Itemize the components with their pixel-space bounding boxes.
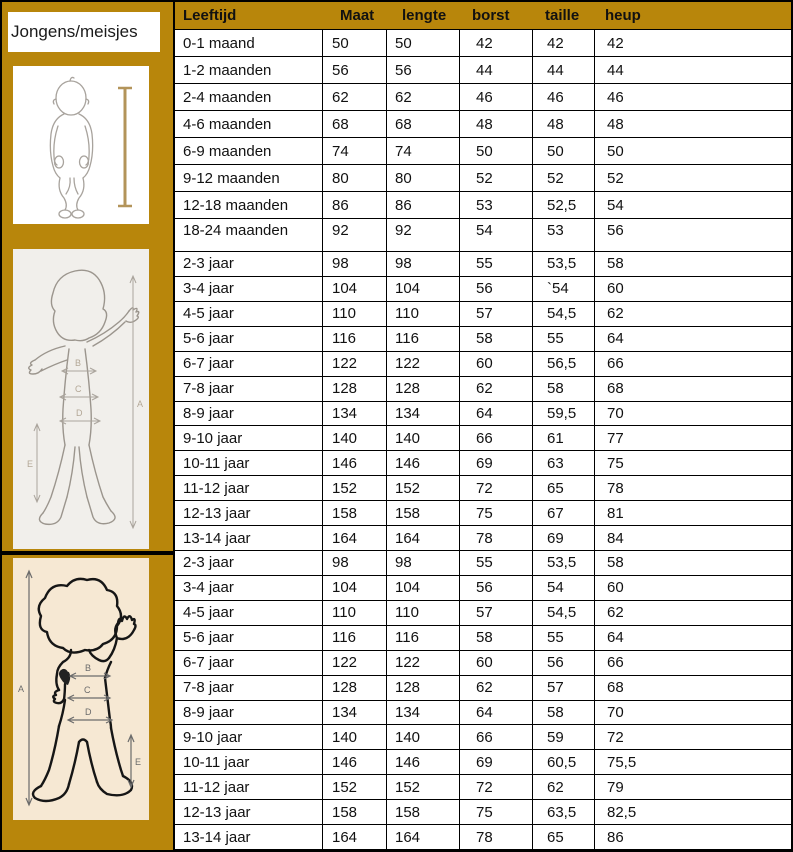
measure-label-b: B xyxy=(85,663,92,673)
cell-taille: 59,5 xyxy=(533,402,595,426)
cell-taille: 52 xyxy=(533,165,595,191)
cell-maat: 110 xyxy=(323,601,387,625)
cell-leeftijd: 13-14 jaar xyxy=(175,825,323,849)
cell-taille: 42 xyxy=(533,30,595,56)
cell-maat: 110 xyxy=(323,302,387,326)
cell-maat: 158 xyxy=(323,501,387,525)
cell-taille: 56 xyxy=(533,651,595,675)
cell-maat: 128 xyxy=(323,377,387,401)
cell-taille: 46 xyxy=(533,84,595,110)
boy-figure xyxy=(13,249,149,549)
cell-heup: 62 xyxy=(607,305,624,323)
measure-label-c: C xyxy=(84,685,91,695)
cell-borst: 60 xyxy=(460,651,533,675)
section-divider xyxy=(2,551,173,555)
cell-heup: 68 xyxy=(607,679,624,697)
table-row xyxy=(175,725,791,750)
cell-heup: 81 xyxy=(607,504,624,522)
cell-lengte: 140 xyxy=(387,725,460,749)
cell-lengte: 164 xyxy=(387,526,460,550)
girl-figure-icon xyxy=(13,558,149,820)
cell-heup: 68 xyxy=(607,380,624,398)
cell-taille: 53,5 xyxy=(533,252,595,276)
measure-label-d: D xyxy=(85,707,92,717)
cell-maat: 134 xyxy=(323,402,387,426)
cell-heup: 44 xyxy=(607,61,624,79)
cell-lengte: 146 xyxy=(387,451,460,475)
cell-heup: 62 xyxy=(607,604,624,622)
table-row xyxy=(175,701,791,726)
table-row xyxy=(175,302,791,327)
cell-lengte: 116 xyxy=(387,626,460,650)
cell-taille: 59 xyxy=(533,725,595,749)
cell-lengte: 86 xyxy=(387,192,460,218)
cell-borst: 50 xyxy=(460,138,533,164)
table-row xyxy=(175,476,791,501)
cell-maat: 62 xyxy=(323,84,387,110)
cell-lengte: 164 xyxy=(387,825,460,849)
cell-leeftijd: 5-6 jaar xyxy=(175,626,323,650)
cell-leeftijd: 4-5 jaar xyxy=(175,601,323,625)
cell-maat: 146 xyxy=(323,451,387,475)
cell-borst: 57 xyxy=(460,302,533,326)
cell-taille: 54 xyxy=(533,576,595,600)
cell-leeftijd: 12-13 jaar xyxy=(175,501,323,525)
cell-lengte: 62 xyxy=(387,84,460,110)
cell-borst: 69 xyxy=(460,451,533,475)
cell-maat: 164 xyxy=(323,526,387,550)
table-row xyxy=(175,327,791,352)
table-row xyxy=(175,219,791,252)
cell-lengte: 128 xyxy=(387,676,460,700)
cell-taille: 54,5 xyxy=(533,601,595,625)
cell-leeftijd: 3-4 jaar xyxy=(175,576,323,600)
table-row xyxy=(175,277,791,302)
cell-lengte: 98 xyxy=(387,252,460,276)
cell-lengte: 134 xyxy=(387,701,460,725)
cell-lengte: 110 xyxy=(387,302,460,326)
cell-maat: 140 xyxy=(323,426,387,450)
cell-borst: 64 xyxy=(460,701,533,725)
cell-leeftijd: 2-4 maanden xyxy=(175,84,323,110)
cell-borst: 57 xyxy=(460,601,533,625)
size-table xyxy=(173,2,791,850)
cell-lengte: 68 xyxy=(387,111,460,137)
cell-borst: 66 xyxy=(460,426,533,450)
cell-borst: 62 xyxy=(460,676,533,700)
cell-leeftijd: 13-14 jaar xyxy=(175,526,323,550)
cell-heup: 46 xyxy=(607,88,624,106)
measure-label-b: B xyxy=(75,358,82,368)
cell-heup: 64 xyxy=(607,330,624,348)
cell-lengte: 158 xyxy=(387,800,460,824)
cell-lengte: 122 xyxy=(387,352,460,376)
section-meisjes-jaren xyxy=(175,551,791,850)
cell-taille: 65 xyxy=(533,476,595,500)
cell-maat: 152 xyxy=(323,476,387,500)
cell-taille: 61 xyxy=(533,426,595,450)
cell-maat: 134 xyxy=(323,701,387,725)
cell-taille: 65 xyxy=(533,825,595,849)
cell-maat: 98 xyxy=(323,252,387,276)
cell-leeftijd: 12-18 maanden xyxy=(175,192,323,218)
column-header-maat: Maat xyxy=(340,7,375,24)
cell-maat: 56 xyxy=(323,57,387,83)
table-row xyxy=(175,192,791,219)
cell-taille: 48 xyxy=(533,111,595,137)
cell-heup: 52 xyxy=(607,169,624,187)
baby-figure xyxy=(13,66,149,224)
table-row xyxy=(175,825,791,850)
cell-taille: 60,5 xyxy=(533,750,595,774)
cell-borst: 60 xyxy=(460,352,533,376)
cell-borst: 42 xyxy=(460,30,533,56)
table-row xyxy=(175,676,791,701)
table-row xyxy=(175,576,791,601)
cell-borst: 58 xyxy=(460,626,533,650)
table-row xyxy=(175,601,791,626)
table-row xyxy=(175,138,791,165)
cell-taille: 54,5 xyxy=(533,302,595,326)
cell-leeftijd: 9-10 jaar xyxy=(175,725,323,749)
cell-heup: 48 xyxy=(607,115,624,133)
cell-taille: 44 xyxy=(533,57,595,83)
cell-heup: 60 xyxy=(607,280,624,298)
cell-leeftijd: 18-24 maanden xyxy=(175,219,323,251)
cell-lengte: 104 xyxy=(387,277,460,301)
cell-lengte: 128 xyxy=(387,377,460,401)
boy-figure-icon xyxy=(13,249,149,549)
cell-borst: 54 xyxy=(460,219,533,251)
cell-leeftijd: 8-9 jaar xyxy=(175,701,323,725)
cell-heup: 58 xyxy=(607,255,624,273)
cell-taille: 50 xyxy=(533,138,595,164)
cell-leeftijd: 1-2 maanden xyxy=(175,57,323,83)
cell-borst: 53 xyxy=(460,192,533,218)
cell-taille: 52,5 xyxy=(533,192,595,218)
cell-maat: 74 xyxy=(323,138,387,164)
cell-taille: 69 xyxy=(533,526,595,550)
cell-leeftijd: 3-4 jaar xyxy=(175,277,323,301)
table-row xyxy=(175,111,791,138)
cell-taille: `54 xyxy=(533,277,595,301)
cell-maat: 164 xyxy=(323,825,387,849)
cell-heup: 75,5 xyxy=(607,753,637,771)
cell-maat: 158 xyxy=(323,800,387,824)
girl-figure xyxy=(13,558,149,820)
cell-heup: 66 xyxy=(607,355,624,373)
column-header-borst: borst xyxy=(472,7,510,24)
cell-leeftijd: 12-13 jaar xyxy=(175,800,323,824)
cell-taille: 55 xyxy=(533,626,595,650)
table-row xyxy=(175,526,791,551)
cell-leeftijd: 11-12 jaar xyxy=(175,775,323,799)
measure-label-a: A xyxy=(137,399,144,409)
cell-heup: 77 xyxy=(607,429,624,447)
cell-heup: 60 xyxy=(607,579,624,597)
cell-taille: 57 xyxy=(533,676,595,700)
cell-heup: 70 xyxy=(607,404,624,422)
cell-lengte: 134 xyxy=(387,402,460,426)
cell-leeftijd: 2-3 jaar xyxy=(175,252,323,276)
cell-maat: 92 xyxy=(323,219,387,251)
cell-maat: 68 xyxy=(323,111,387,137)
cell-heup: 58 xyxy=(607,554,624,572)
column-header-lengte: lengte xyxy=(402,7,447,24)
cell-maat: 152 xyxy=(323,775,387,799)
table-row xyxy=(175,57,791,84)
cell-heup: 75 xyxy=(607,454,624,472)
cell-borst: 72 xyxy=(460,775,533,799)
cell-taille: 58 xyxy=(533,701,595,725)
table-row xyxy=(175,426,791,451)
cell-borst: 75 xyxy=(460,501,533,525)
cell-borst: 69 xyxy=(460,750,533,774)
cell-maat: 50 xyxy=(323,30,387,56)
column-header-taille: taille xyxy=(545,7,580,24)
column-header-heup: heup xyxy=(605,7,641,24)
cell-maat: 80 xyxy=(323,165,387,191)
cell-lengte: 104 xyxy=(387,576,460,600)
cell-maat: 146 xyxy=(323,750,387,774)
cell-borst: 56 xyxy=(460,576,533,600)
cell-leeftijd: 6-7 jaar xyxy=(175,352,323,376)
cell-leeftijd: 6-7 jaar xyxy=(175,651,323,675)
measure-label-e: E xyxy=(135,757,142,767)
cell-lengte: 74 xyxy=(387,138,460,164)
cell-leeftijd: 9-12 maanden xyxy=(175,165,323,191)
cell-lengte: 56 xyxy=(387,57,460,83)
table-row xyxy=(175,775,791,800)
cell-borst: 55 xyxy=(460,551,533,575)
cell-leeftijd: 5-6 jaar xyxy=(175,327,323,351)
cell-borst: 52 xyxy=(460,165,533,191)
cell-lengte: 50 xyxy=(387,30,460,56)
cell-heup: 78 xyxy=(607,479,624,497)
table-row xyxy=(175,84,791,111)
measure-label-c: C xyxy=(75,384,82,394)
cell-borst: 46 xyxy=(460,84,533,110)
cell-maat: 104 xyxy=(323,576,387,600)
cell-borst: 58 xyxy=(460,327,533,351)
cell-leeftijd: 7-8 jaar xyxy=(175,377,323,401)
measure-label-e: E xyxy=(27,459,34,469)
column-header-leeftijd: Leeftijd xyxy=(183,7,237,24)
table-row xyxy=(175,252,791,277)
cell-heup: 42 xyxy=(607,34,624,52)
cell-maat: 86 xyxy=(323,192,387,218)
table-row xyxy=(175,352,791,377)
section-babys-maanden xyxy=(175,30,791,252)
cell-borst: 72 xyxy=(460,476,533,500)
cell-borst: 55 xyxy=(460,252,533,276)
cell-maat: 140 xyxy=(323,725,387,749)
cell-borst: 62 xyxy=(460,377,533,401)
cell-heup: 56 xyxy=(607,222,624,239)
cell-taille: 53 xyxy=(533,219,595,251)
table-row xyxy=(175,651,791,676)
cell-lengte: 116 xyxy=(387,327,460,351)
cell-maat: 104 xyxy=(323,277,387,301)
cell-taille: 55 xyxy=(533,327,595,351)
cell-taille: 63 xyxy=(533,451,595,475)
cell-taille: 53,5 xyxy=(533,551,595,575)
cell-maat: 122 xyxy=(323,352,387,376)
cell-leeftijd: 6-9 maanden xyxy=(175,138,323,164)
cell-leeftijd: 2-3 jaar xyxy=(175,551,323,575)
cell-taille: 63,5 xyxy=(533,800,595,824)
measure-label-d: D xyxy=(76,408,83,418)
table-row xyxy=(175,402,791,427)
cell-heup: 54 xyxy=(607,196,624,214)
cell-heup: 82,5 xyxy=(607,803,637,821)
cell-taille: 56,5 xyxy=(533,352,595,376)
cell-borst: 75 xyxy=(460,800,533,824)
cell-heup: 70 xyxy=(607,703,624,721)
cell-borst: 64 xyxy=(460,402,533,426)
sidebar xyxy=(2,2,173,850)
cell-borst: 48 xyxy=(460,111,533,137)
cell-lengte: 158 xyxy=(387,501,460,525)
table-row xyxy=(175,30,791,57)
table-row xyxy=(175,551,791,576)
table-row xyxy=(175,626,791,651)
cell-lengte: 152 xyxy=(387,775,460,799)
cell-maat: 116 xyxy=(323,626,387,650)
table-row xyxy=(175,750,791,775)
table-row xyxy=(175,501,791,526)
cell-heup: 64 xyxy=(607,629,624,647)
cell-borst: 66 xyxy=(460,725,533,749)
cell-heup: 66 xyxy=(607,654,624,672)
table-row xyxy=(175,800,791,825)
cell-leeftijd: 10-11 jaar xyxy=(175,451,323,475)
cell-lengte: 140 xyxy=(387,426,460,450)
cell-borst: 56 xyxy=(460,277,533,301)
cell-leeftijd: 11-12 jaar xyxy=(175,476,323,500)
cell-maat: 98 xyxy=(323,551,387,575)
measure-label-a: A xyxy=(18,684,25,694)
cell-maat: 128 xyxy=(323,676,387,700)
cell-heup: 84 xyxy=(607,529,624,547)
cell-leeftijd: 10-11 jaar xyxy=(175,750,323,774)
cell-maat: 122 xyxy=(323,651,387,675)
cell-taille: 58 xyxy=(533,377,595,401)
table-header xyxy=(175,2,791,30)
cell-taille: 62 xyxy=(533,775,595,799)
cell-leeftijd: 4-5 jaar xyxy=(175,302,323,326)
table-row xyxy=(175,451,791,476)
gender-label: Jongens/meisjes xyxy=(8,12,160,52)
table-row xyxy=(175,377,791,402)
section-jongens-jaren xyxy=(175,252,791,551)
table-row xyxy=(175,165,791,192)
cell-lengte: 98 xyxy=(387,551,460,575)
cell-taille: 67 xyxy=(533,501,595,525)
cell-leeftijd: 7-8 jaar xyxy=(175,676,323,700)
cell-maat: 116 xyxy=(323,327,387,351)
cell-leeftijd: 9-10 jaar xyxy=(175,426,323,450)
cell-lengte: 110 xyxy=(387,601,460,625)
cell-heup: 72 xyxy=(607,728,624,746)
measuring-rod-icon xyxy=(118,88,132,206)
cell-leeftijd: 0-1 maand xyxy=(175,30,323,56)
cell-lengte: 92 xyxy=(387,219,460,251)
cell-lengte: 146 xyxy=(387,750,460,774)
heart-motif-icon xyxy=(59,669,70,685)
cell-heup: 79 xyxy=(607,778,624,796)
cell-borst: 44 xyxy=(460,57,533,83)
cell-borst: 78 xyxy=(460,825,533,849)
cell-lengte: 152 xyxy=(387,476,460,500)
cell-leeftijd: 4-6 maanden xyxy=(175,111,323,137)
cell-borst: 78 xyxy=(460,526,533,550)
cell-lengte: 122 xyxy=(387,651,460,675)
cell-heup: 86 xyxy=(607,828,624,846)
cell-heup: 50 xyxy=(607,142,624,160)
cell-leeftijd: 8-9 jaar xyxy=(175,402,323,426)
baby-figure-icon xyxy=(13,66,149,224)
cell-lengte: 80 xyxy=(387,165,460,191)
